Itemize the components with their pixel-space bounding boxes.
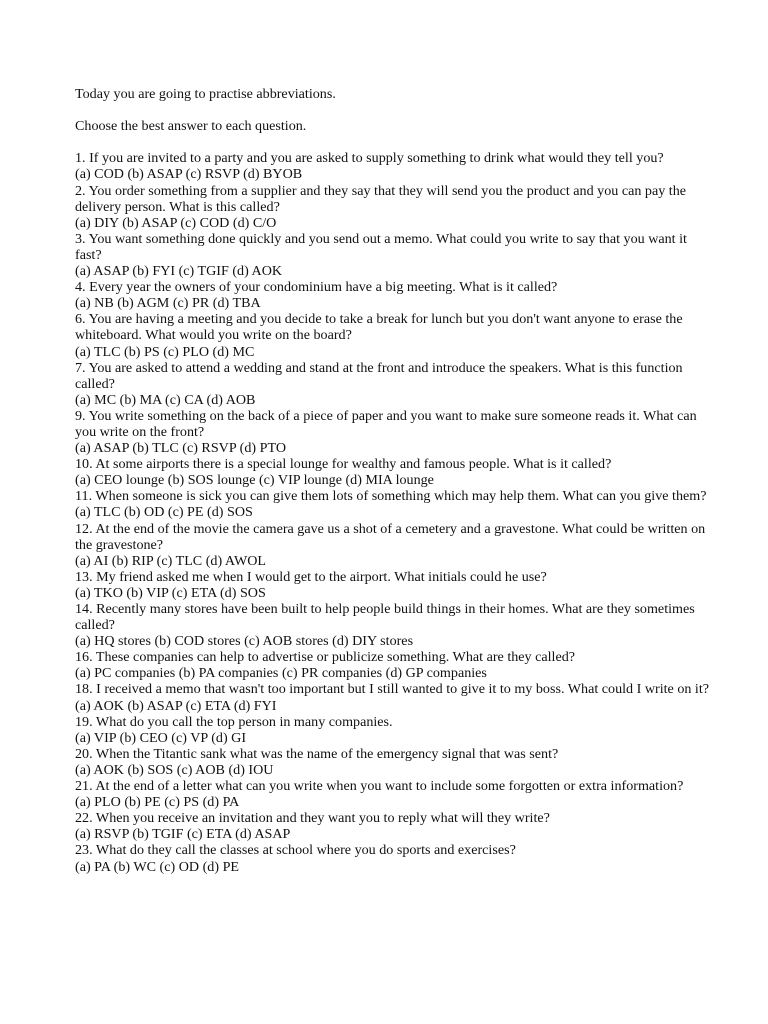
question-options: (a) DIY (b) ASAP (c) COD (d) C/O (75, 214, 277, 231)
question-item (75, 842, 715, 874)
question-text: 13. My friend asked me when I would get to the airport. What initials could he use? (75, 568, 547, 585)
worksheet-page (75, 86, 715, 875)
question-item (75, 601, 715, 649)
question-options: (a) CEO lounge (b) SOS lounge (c) VIP lounge (d) MIA lounge (75, 472, 434, 489)
question-item (75, 183, 715, 231)
question-options: (a) MC (b) MA (c) CA (d) AOB (75, 391, 256, 408)
question-options: (a) VIP (b) CEO (c) VP (d) GI (75, 729, 247, 746)
question-options: (a) AOK (b) SOS (c) AOB (d) IOU (75, 761, 274, 778)
question-options: (a) TLC (b) PS (c) PLO (d) MC (75, 343, 255, 360)
question-item (75, 150, 715, 182)
question-text: 23. What do they call the classes at school where you do sports and exercises? (75, 842, 516, 859)
question-item (75, 569, 715, 601)
question-item (75, 456, 715, 488)
question-text: 19. What do you call the top person in many companies. (75, 713, 393, 730)
question-text: 14. Recently many stores have been built to help people build things in their homes. What are they sometimes called? (75, 601, 695, 634)
question-item (75, 279, 715, 311)
question-text: 12. At the end of the movie the camera gave us a shot of a cemetery and a gravestone. What could be written on the gravestone? (75, 520, 706, 553)
question-text: 3. You want something done quickly and you send out a memo. What could you write to say that you want it fast? (75, 230, 687, 263)
question-options: (a) HQ stores (b) COD stores (c) AOB stores (d) DIY stores (75, 633, 414, 650)
question-text: 9. You write something on the back of a piece of paper and you want to make sure someone reads it. What can you write on the front? (75, 407, 697, 440)
question-list (75, 150, 715, 874)
question-text: 1. If you are invited to a party and you are asked to supply something to drink what would they tell you? (75, 150, 664, 167)
question-item (75, 488, 715, 520)
question-item (75, 521, 715, 569)
question-item (75, 408, 715, 456)
question-options: (a) ASAP (b) FYI (c) TGIF (d) AOK (75, 263, 283, 280)
question-options: (a) RSVP (b) TGIF (c) ETA (d) ASAP (75, 826, 291, 843)
question-text: 4. Every year the owners of your condominium have a big meeting. What is it called? (75, 279, 558, 296)
question-options: (a) NB (b) AGM (c) PR (d) TBA (75, 295, 261, 312)
question-text: 18. I received a memo that wasn't too important but I still wanted to give it to my boss. What could I write on it? (75, 681, 710, 698)
question-text: 7. You are asked to attend a wedding and stand at the front and introduce the speakers. What is this function called? (75, 359, 683, 392)
question-item (75, 746, 715, 778)
question-item (75, 231, 715, 279)
question-options: (a) COD (b) ASAP (c) RSVP (d) BYOB (75, 166, 303, 183)
question-text: 22. When you receive an invitation and they want you to reply what will they write? (75, 810, 550, 827)
question-options: (a) AI (b) RIP (c) TLC (d) AWOL (75, 552, 267, 569)
question-item (75, 714, 715, 746)
question-item (75, 681, 715, 713)
question-options: (a) AOK (b) ASAP (c) ETA (d) FYI (75, 697, 277, 714)
question-options: (a) TKO (b) VIP (c) ETA (d) SOS (75, 584, 266, 601)
question-options: (a) ASAP (b) TLC (c) RSVP (d) PTO (75, 440, 287, 457)
question-text: 10. At some airports there is a special lounge for wealthy and famous people. What is it called? (75, 456, 612, 473)
question-options: (a) PC companies (b) PA companies (c) PR companies (d) GP companies (75, 665, 487, 682)
question-text: 20. When the Titantic sank what was the name of the emergency signal that was sent? (75, 745, 559, 762)
question-item (75, 649, 715, 681)
question-item (75, 311, 715, 359)
question-options: (a) PA (b) WC (c) OD (d) PE (75, 858, 240, 875)
question-text: 2. You order something from a supplier and they say that they will send you the product and you can pay the delivery person. What is this called? (75, 182, 686, 215)
question-text: 21. At the end of a letter what can you write when you want to include some forgotten or extra information? (75, 778, 684, 795)
question-text: 6. You are having a meeting and you decide to take a break for lunch but you don't want anyone to erase the whiteboard. What would you write on the board? (75, 311, 683, 344)
question-options: (a) PLO (b) PE (c) PS (d) PA (75, 794, 240, 811)
question-text: 16. These companies can help to advertise or publicize something. What are they called? (75, 649, 576, 666)
question-item (75, 360, 715, 408)
question-options: (a) TLC (b) OD (c) PE (d) SOS (75, 504, 253, 521)
question-item (75, 778, 715, 810)
question-item (75, 810, 715, 842)
instruction-text: Choose the best answer to each question. (75, 118, 307, 135)
intro-text: Today you are going to practise abbreviations. (75, 86, 336, 102)
question-text: 11. When someone is sick you can give them lots of something which may help them. What can you give them? (75, 488, 707, 505)
